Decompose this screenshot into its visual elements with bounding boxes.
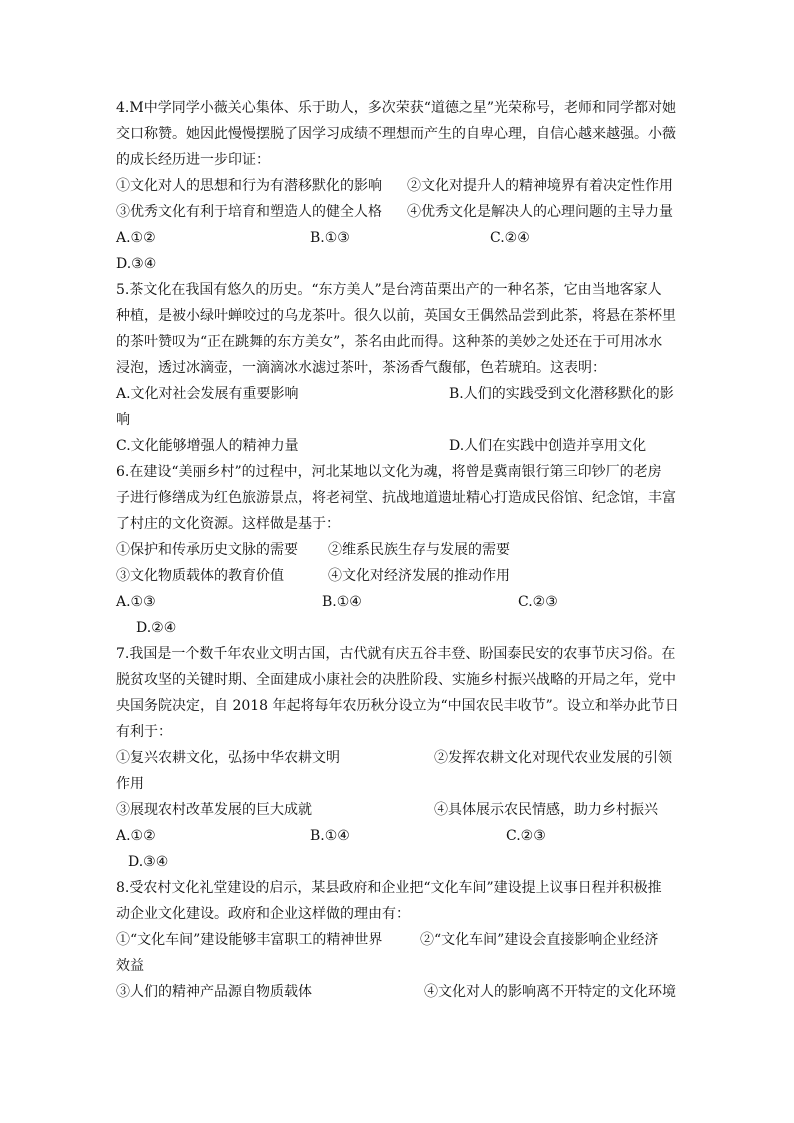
question-7-option-d[interactable]: D.③④	[128, 854, 169, 870]
question-7-statement: ②发挥农耕文化对现代农业发展的引领	[434, 750, 672, 766]
question-6-statement-row	[116, 537, 676, 563]
question-7-option-a[interactable]: A.①②	[116, 828, 156, 844]
question-6-stem-line: 了村庄的文化资源。这样做是基于：	[116, 516, 340, 532]
question-5-option-a[interactable]: A.文化对社会发展有重要影响	[116, 386, 299, 402]
question-5-stem-line: 浸泡，透过冰滴壶，一滴滴冰水滤过茶叶，茶汤香气馥郁，色若琥珀。这表明：	[116, 360, 606, 376]
question-7-stem-line: 7.我国是一个数千年农业文明古国，古代就有庆五谷丰登、盼国泰民安的农事节庆习俗。在	[116, 646, 676, 662]
question-5-option-b[interactable]: B.人们的实践受到文化潜移默化的影	[449, 386, 674, 402]
question-8-statement: ①“文化车间”建设能够丰富职工的精神世界	[116, 932, 383, 948]
question-5-options-row	[116, 381, 676, 407]
question-7-statement: ③展现农村改革发展的巨大成就	[116, 802, 312, 818]
question-7-options-row	[116, 823, 676, 849]
question-6-statement: ③文化物质载体的教育价值	[116, 568, 284, 584]
question-5-stem-line: 的茶叶赞叹为“正在跳舞的东方美女”，茶名由此而得。这种茶的美妙之处还在于可用冰水	[116, 334, 663, 350]
question-4-statement-row	[116, 199, 676, 225]
question-5-option-d[interactable]: D.人们在实践中创造并享用文化	[449, 438, 647, 454]
question-4-stem-line: 的成长经历进一步印证：	[116, 152, 270, 168]
question-7-statement-row	[116, 745, 676, 771]
question-8-statement: ②“文化车间”建设会直接影响企业经济	[420, 932, 659, 948]
question-8-statement: ④文化对人的影响离不开特定的文化环境	[424, 984, 676, 1000]
question-4-option-d[interactable]: D.③④	[116, 256, 157, 272]
question-5-option-b-continued: 响	[116, 412, 130, 428]
question-4-stem-line: 交口称赞。她因此慢慢摆脱了因学习成绩不理想而产生的自卑心理，自信心越来越强。小薇	[116, 126, 676, 142]
question-8-statement: ③人们的精神产品源自物质载体	[116, 984, 312, 1000]
question-6-options-row	[116, 589, 676, 615]
question-5-options-row	[116, 433, 676, 459]
question-7-statement-continued: 作用	[116, 776, 144, 792]
question-6-stem-line: 6.在建设“美丽乡村”的过程中，河北某地以文化为魂，将曾是冀南银行第三印钞厂的老房	[116, 464, 662, 480]
question-8-stem-line: 8.受农村文化礼堂建设的启示，某县政府和企业把“文化车间”建设提上议事日程并积极推	[116, 880, 662, 896]
question-5	[116, 277, 676, 459]
question-4	[116, 95, 676, 277]
question-7-option-b[interactable]: B.①④	[310, 828, 350, 844]
question-5-stem-line: 种植，是被小绿叶蝉咬过的乌龙茶叶。很久以前，英国女王偶然品尝到此茶，将悬在茶杯里	[116, 308, 676, 324]
question-7-statement: ①复兴农耕文化，弘扬中华农耕文明	[116, 750, 340, 766]
question-6-statement: ②维系民族生存与发展的需要	[328, 542, 510, 558]
question-6-statement: ①保护和传承历史文脉的需要	[116, 542, 298, 558]
question-6-option-c[interactable]: C.②③	[518, 594, 558, 610]
question-8	[116, 875, 676, 1005]
question-4-stem-line: 4.M中学同学小薇关心集体、乐于助人，多次荣获“道德之星”光荣称号，老师和同学都对她	[116, 100, 677, 116]
question-7	[116, 641, 679, 875]
question-6-option-a[interactable]: A.①③	[116, 594, 156, 610]
question-6-option-b[interactable]: B.①④	[322, 594, 362, 610]
question-8-stem-line: 动企业文化建设。政府和企业这样做的理由有：	[116, 906, 410, 922]
question-7-option-c[interactable]: C.②③	[506, 828, 546, 844]
question-4-options-row	[116, 225, 676, 251]
question-4-statement: ③优秀文化有利于培育和塑造人的健全人格	[116, 204, 382, 220]
question-6-statement: ④文化对经济发展的推动作用	[328, 568, 510, 584]
question-7-statement: ④具体展示农民情感，助力乡村振兴	[434, 802, 658, 818]
question-4-statement: ②文化对提升人的精神境界有着决定性作用	[407, 178, 673, 194]
question-7-stem-line: 有利于：	[116, 724, 172, 740]
question-6	[116, 459, 676, 641]
document-page	[116, 95, 679, 1005]
question-7-stem-line: 央国务院决定，自 2018 年起将每年农历秋分设立为“中国农民丰收节”。设立和举办此节日	[116, 698, 679, 714]
question-8-statement-row	[116, 927, 676, 953]
question-6-option-d[interactable]: D.②④	[136, 620, 177, 636]
question-5-option-c[interactable]: C.文化能够增强人的精神力量	[116, 438, 299, 454]
question-4-option-a[interactable]: A.①②	[116, 230, 156, 246]
question-4-statement-row	[116, 173, 676, 199]
question-5-stem-line: 5.茶文化在我国有悠久的历史。“东方美人”是台湾苗栗出产的一种名茶，它由当地客家人	[116, 282, 662, 298]
question-7-statement-row	[116, 797, 676, 823]
question-4-option-b[interactable]: B.①③	[310, 230, 350, 246]
question-6-statement-row	[116, 563, 676, 589]
question-8-statement-continued: 效益	[116, 958, 144, 974]
question-4-option-c[interactable]: C.②④	[490, 230, 530, 246]
question-7-stem-line: 脱贫攻坚的关键时期、全面建成小康社会的决胜阶段、实施乡村振兴战略的开局之年，党中	[116, 672, 676, 688]
question-4-statement: ①文化对人的思想和行为有潜移默化的影响	[116, 178, 382, 194]
question-6-stem-line: 子进行修缮成为红色旅游景点，将老祠堂、抗战地道遗址精心打造成民俗馆、纪念馆，丰富	[116, 490, 676, 506]
question-8-statement-row	[116, 979, 676, 1005]
question-4-statement: ④优秀文化是解决人的心理问题的主导力量	[407, 204, 673, 220]
